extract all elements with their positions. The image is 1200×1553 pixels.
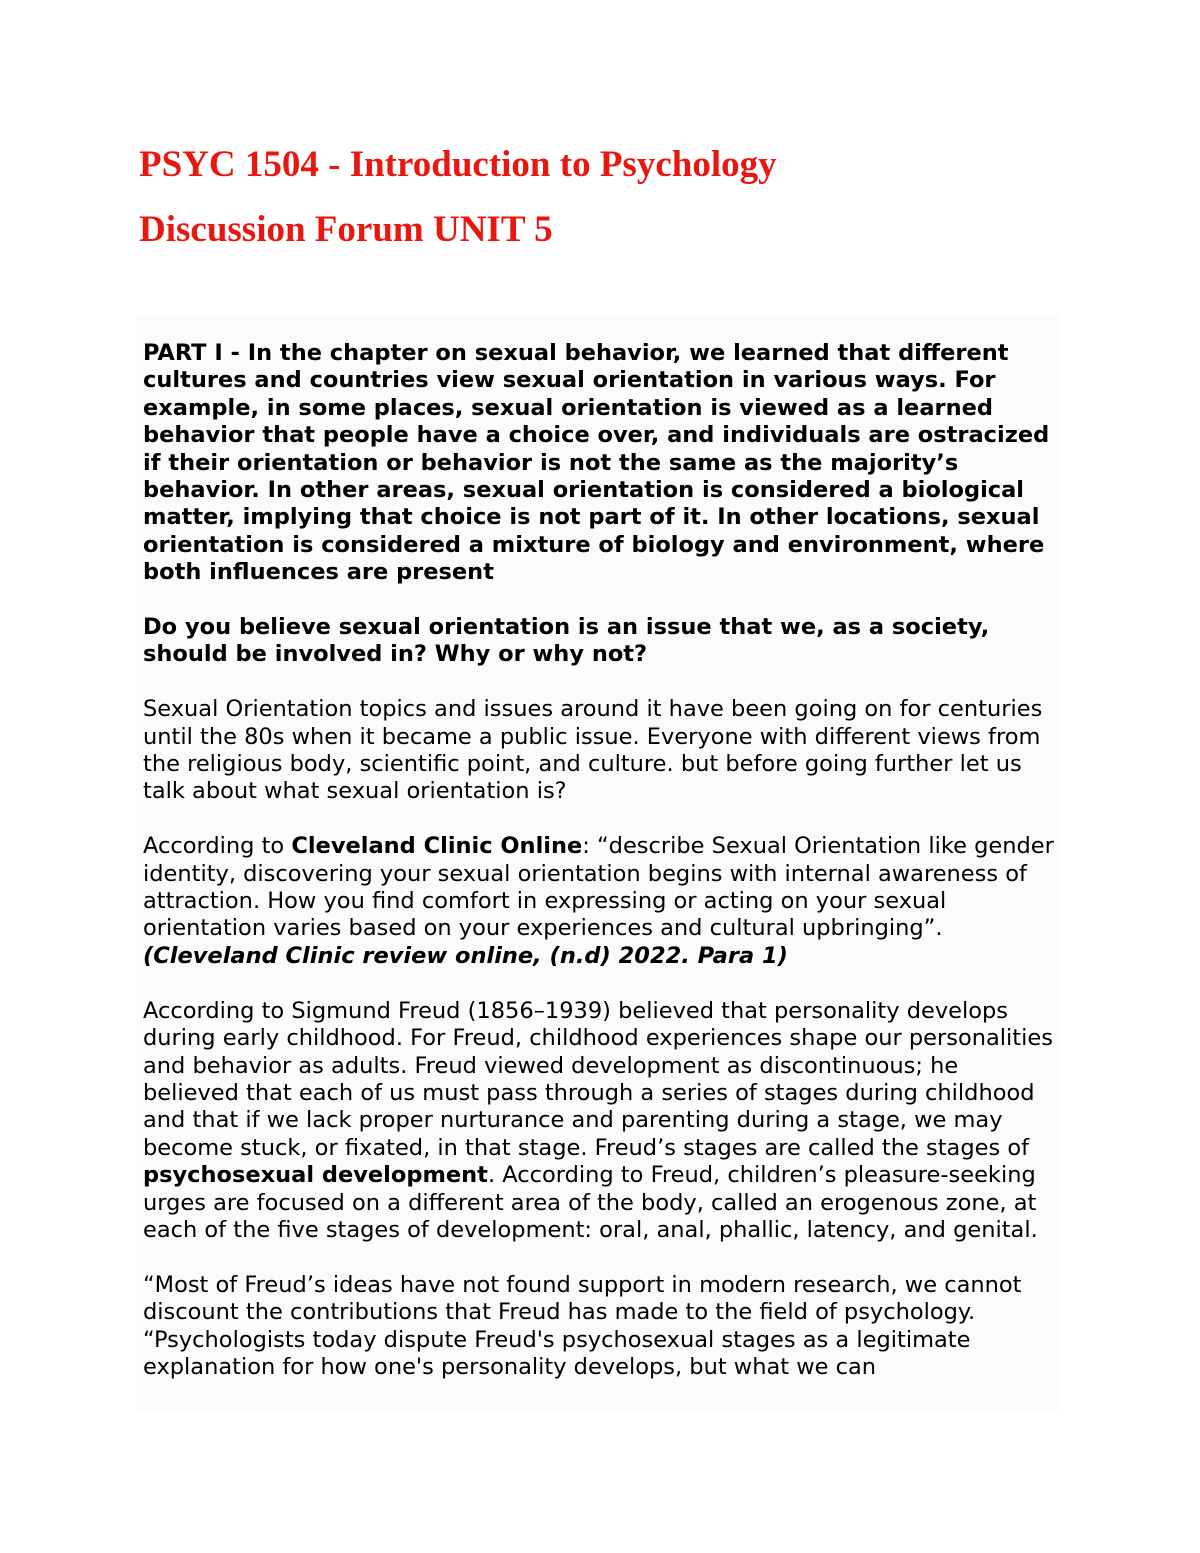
key-term: psychosexual development [143,1162,488,1189]
source-name: Cleveland Clinic Online [291,833,583,860]
paragraph-cleveland [143,833,1055,970]
document-title: PSYC 1504 - Introduction to Psychology [139,144,777,185]
paragraph-freud-after: . According to Freud, children’s pleasure-seeking urges are focused on a different area of the body, called an erogenous zone, at each of the five stages of development: oral, anal, phallic, latency, and genital. [143,1162,1038,1243]
paragraph-freud-research: “Most of Freud’s ideas have not found support in modern research, we cannot discount the contributions that Freud has made to the field of psychology. “Psychologists today dispute Freud's psychosexual stages as a legitimate explanation for how one's personality develops, but what we can [143,1271,1022,1380]
discussion-text [143,340,1055,1409]
paragraph-cleveland-quote: : “describe Sexual Orientation like gender identity, discovering your sexual orientation begins with internal awareness of attraction. How you find comfort in expressing or acting on your sexual orientation varies based on your experiences and cultural upbringing”. [143,833,1054,942]
part1-prompt: PART I - In the chapter on sexual behavior, we learned that different cultures and countries view sexual orientation in various ways. For example, in some places, sexual orientation is viewed as a learned behavior that people have a choice over, and individuals are ostracized if their orientation or behavior is not the same as the majority’s behavior. In other areas, sexual orientation is considered a biological matter, implying that choice is not part of it. In other locations, sexual orientation is considered a mixture of biology and environment, where both influences are present [143,340,1050,586]
paragraph-freud-before: According to Sigmund Freud (1856–1939) believed that personality develops during early childhood. For Freud, childhood experiences shape our personalities and behavior as adults. Freud viewed development as discontinuous; he believed that each of us must pass through a series of stages during childhood and that if we lack proper nurturance and parenting during a stage, we may become stuck, or fixated, in that stage. Freud’s stages are called the stages of [143,997,1053,1161]
document-subtitle: Discussion Forum UNIT 5 [139,209,553,250]
paragraph-cleveland-lead: According to [143,833,292,860]
discussion-body [137,314,1059,1410]
paragraph-intro: Sexual Orientation topics and issues around it have been going on for centuries until the 80s when it became a public issue. Everyone with different views from the religious body, scientific point, and culture. but before going further let us talk about what sexual orientation is? [143,696,1043,805]
paragraph-freud [143,998,1055,1245]
citation: (Cleveland Clinic review online, (n.d) 2022. Para 1) [143,942,788,969]
discussion-question: Do you believe sexual orientation is an issue that we, as a society, should be involved in? Why or why not? [143,614,990,668]
